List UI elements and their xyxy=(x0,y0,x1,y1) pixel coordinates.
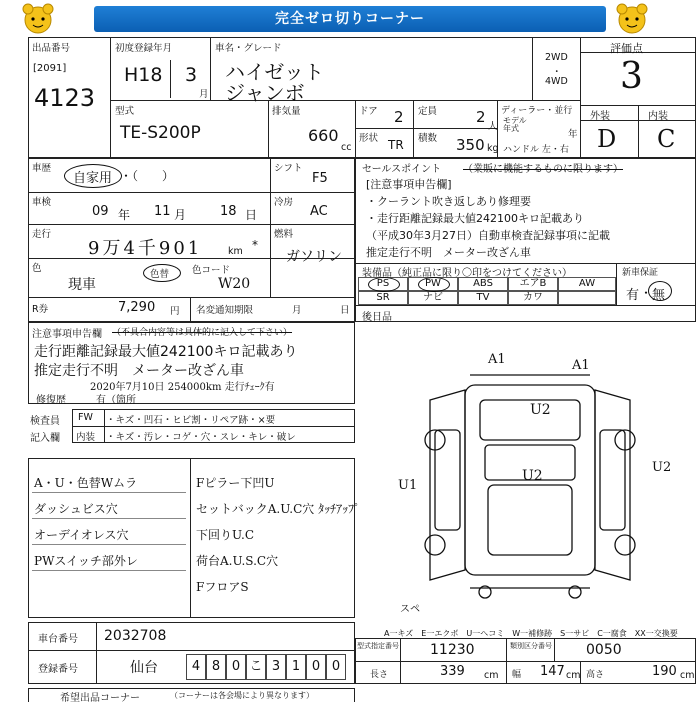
page-title: 完全ゼロ切りコーナー xyxy=(94,6,606,32)
stamp-number: 11230 xyxy=(430,642,475,658)
recycle-value: 7,290 xyxy=(118,300,156,315)
remark-underline xyxy=(32,544,186,545)
grade-exterior: D xyxy=(597,125,617,153)
equipment-circle-pw xyxy=(418,277,450,292)
plate-city: 仙台 xyxy=(130,660,158,676)
plate-char: 8 xyxy=(206,654,226,680)
reg-era: H18 xyxy=(124,64,163,86)
sales-point-line: 推定走行不明 メーター改ざん車 xyxy=(366,246,531,259)
equipment-item: SR xyxy=(358,291,408,305)
width-value: 147 xyxy=(540,664,565,679)
equipment-item: AW xyxy=(558,277,616,291)
load-value: 350 xyxy=(456,136,485,154)
plate-char: 1 xyxy=(286,654,306,680)
equipment-item: カワ xyxy=(508,291,558,305)
mark-a1-left: A1 xyxy=(488,352,506,367)
mark-u2-top: U2 xyxy=(530,402,551,418)
mark-u1: U1 xyxy=(398,478,418,493)
history-value: 自家用 xyxy=(73,171,113,186)
lot-number: 4123 xyxy=(34,84,96,112)
grade-interior: C xyxy=(657,125,676,153)
lot-label: 出品番号 xyxy=(32,43,71,54)
grade-score: 3 xyxy=(620,56,643,97)
equipment-item xyxy=(558,291,616,305)
notice-line-1: 走行距離記録最大値242100キロ記載あり xyxy=(34,344,298,360)
mascot-left-icon xyxy=(18,2,58,38)
remark-underline xyxy=(32,570,186,571)
grade-label: 評価点 xyxy=(610,42,643,55)
inspection-month: 11 xyxy=(154,204,171,219)
doors-value: 2 xyxy=(394,108,404,126)
plate-char: こ xyxy=(246,654,266,680)
remark-underline xyxy=(32,518,186,519)
lot-sub: [2091] xyxy=(33,63,67,74)
car-name-2: ジャンボ xyxy=(225,81,305,105)
remark-left: PWスイッチ部外レ xyxy=(34,554,138,568)
length-value: 339 xyxy=(440,664,465,679)
remark-right: 荷台A.U.S.C穴 xyxy=(196,554,279,568)
equipment-item: PS xyxy=(358,277,408,291)
capacity-value: 2 xyxy=(476,108,486,126)
aircon-value: AC xyxy=(310,204,328,219)
remark-underline xyxy=(32,492,186,493)
equipment-item: ナビ xyxy=(408,291,458,305)
model-code: TE-S200P xyxy=(120,123,201,143)
sales-point-line: [注意事項申告欄] xyxy=(366,178,452,191)
height-value: 190 xyxy=(652,664,677,679)
plate-char: 0 xyxy=(226,654,246,680)
remark-right: Fピラー下凹U xyxy=(196,476,275,490)
plate-char: 4 xyxy=(186,654,206,680)
plate-char: 0 xyxy=(326,654,346,680)
remark-right: FフロアS xyxy=(196,580,249,594)
notice-handwrite: 2020年7月10日 254000km 走行ﾁｪｰｸ有 xyxy=(90,382,275,393)
equipment-item: TV xyxy=(458,291,508,305)
car-label: 車名・グレード xyxy=(215,43,282,54)
inspection-day: 18 xyxy=(220,204,237,219)
damage-legend: A一キズ E一エクボ U一ヘコミ W一補修跡 S一サビ C一腐食 XX一交換要 xyxy=(384,629,678,638)
sales-point-line: ・走行距離記録最大値242100キロ記載あり xyxy=(366,212,584,225)
reg-label: 初度登録年月 xyxy=(115,43,173,54)
sales-point-line: （平成30年3月27日）自動車検査記録事項に記載 xyxy=(366,229,610,242)
remark-left: A・U・色替Wムラ xyxy=(34,476,138,490)
mascot-right-icon xyxy=(612,2,652,38)
shift-value: F5 xyxy=(312,171,328,186)
equipment-item: PW xyxy=(408,277,458,291)
plate-char: 0 xyxy=(306,654,326,680)
remark-left: ダッシュビス穴 xyxy=(34,502,118,516)
mark-u2-right: U2 xyxy=(652,460,672,475)
shape-value: TR xyxy=(388,138,404,152)
mark-u2-center: U2 xyxy=(522,468,543,484)
mileage-value: 9万4千901 xyxy=(88,238,203,259)
car-name-1: ハイゼット xyxy=(225,60,324,84)
remark-left: オーデイオレス穴 xyxy=(34,528,129,542)
equipment-circle-ps xyxy=(368,277,400,292)
mark-bottom: スペ xyxy=(400,604,420,615)
equipment-item: ABS xyxy=(458,277,508,291)
fuel-value: ガソリン xyxy=(286,249,342,265)
inspection-year: 09 xyxy=(92,204,109,219)
car-damage-diagram xyxy=(380,360,680,610)
notice-line-2: 推定走行不明 メーター改ざん車 xyxy=(34,363,244,379)
chassis-number: 2032708 xyxy=(104,628,167,644)
remark-right: 下回りU.C xyxy=(196,528,255,542)
equipment-item: エアB xyxy=(508,277,558,291)
reg-month: 3 xyxy=(185,64,198,86)
sales-point-line: ・クーラント吹き返しあり修理要 xyxy=(366,195,531,208)
color-code: W20 xyxy=(218,276,251,292)
mark-a1-right: A1 xyxy=(572,358,590,373)
class-number: 0050 xyxy=(586,642,622,658)
plate-char: 3 xyxy=(266,654,286,680)
engine-cc: 660 xyxy=(308,126,339,145)
remark-right: セットバックA.U.C穴 ﾀｯﾁｱｯﾌﾟ xyxy=(196,502,361,516)
color-value: 現車 xyxy=(68,277,96,293)
